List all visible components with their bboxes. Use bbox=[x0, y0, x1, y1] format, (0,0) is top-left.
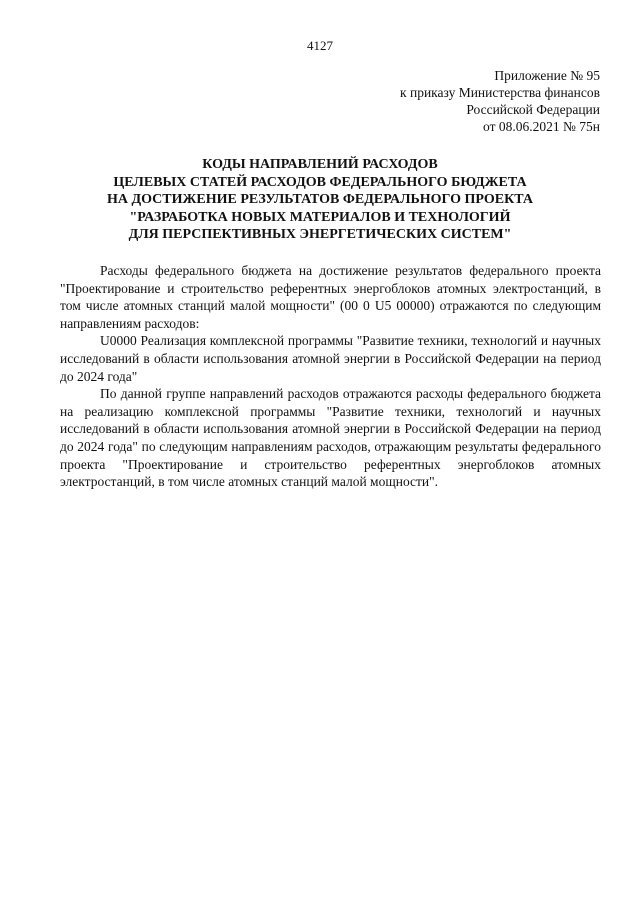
approval-block bbox=[300, 67, 600, 135]
title-line: НА ДОСТИЖЕНИЕ РЕЗУЛЬТАТОВ ФЕДЕРАЛЬНОГО ПРОЕКТА bbox=[106, 192, 533, 207]
document-body bbox=[60, 262, 601, 491]
title-line: ДЛЯ ПЕРСПЕКТИВНЫХ ЭНЕРГЕТИЧЕСКИХ СИСТЕМ" bbox=[128, 227, 512, 242]
title-line: ЦЕЛЕВЫХ СТАТЕЙ РАСХОДОВ ФЕДЕРАЛЬНОГО БЮДЖЕТА bbox=[113, 174, 527, 190]
approval-line-appendix: Приложение № 95 bbox=[494, 68, 600, 83]
paragraph-description: По данной группе направлений расходов отражаются расходы федерального бюджета на реализацию комплексной программы "Развитие техники, технологий и научных исследований в области использования атомной энергии в Российской Федерации на период до 2024 года" по следующим направлениям расходов, отражающим результаты федерального проекта "Проектирование и строительство референтных энергоблоков атомных электростанций, в том числе атомных станций малой мощности". bbox=[60, 386, 601, 490]
approval-line-date: от 08.06.2021 № 75н bbox=[483, 119, 600, 134]
paragraph-intro: Расходы федерального бюджета на достижение результатов федерального проекта "Проектирование и строительство референтных энергоблоков атомных электростанций, в том числе атомных станций малой мощности" (00 0 U5 00000) отражаются по следующим направлениям расходов: bbox=[60, 263, 601, 331]
approval-line-federation: Российской Федерации bbox=[466, 102, 600, 117]
title-line: "РАЗРАБОТКА НОВЫХ МАТЕРИАЛОВ И ТЕХНОЛОГИЙ bbox=[129, 209, 511, 225]
document-title bbox=[40, 156, 600, 244]
title-line: КОДЫ НАПРАВЛЕНИЙ РАСХОДОВ bbox=[202, 157, 438, 172]
paragraph-code-u0000: U0000 Реализация комплексной программы "Развитие техники, технологий и научных исследований в области использования атомной энергии в Российской Федерации на период до 2024 года" bbox=[60, 333, 601, 384]
page-number: 4127 bbox=[307, 38, 333, 53]
approval-line-order: к приказу Министерства финансов bbox=[400, 85, 600, 100]
